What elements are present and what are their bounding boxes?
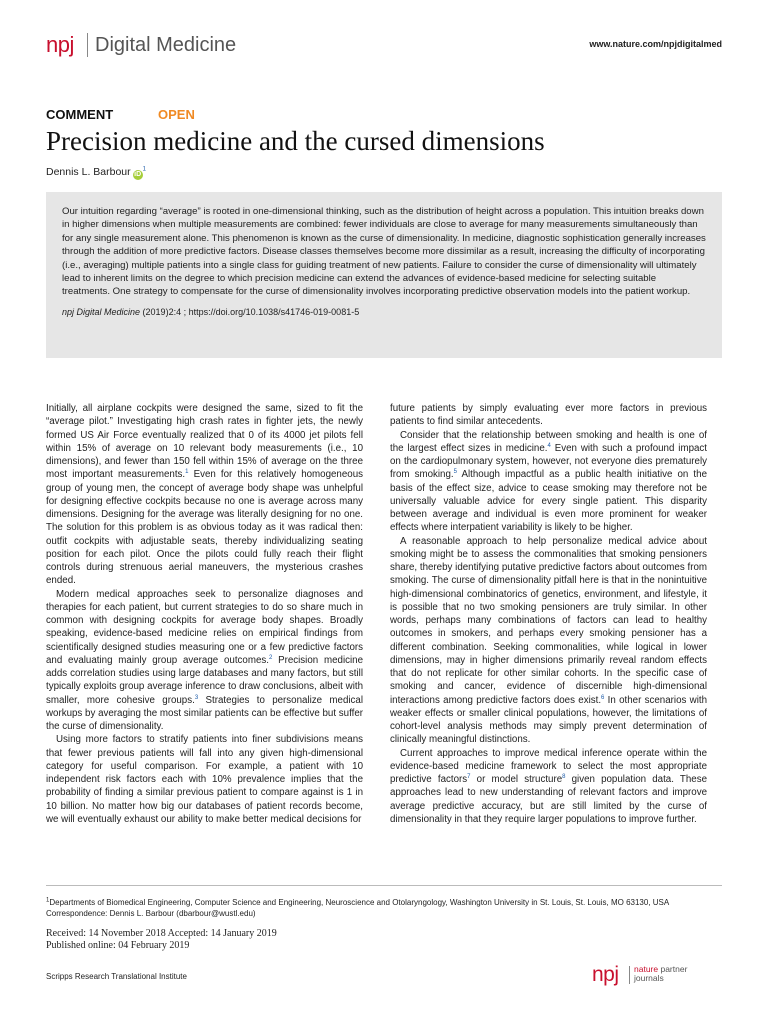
- abstract-box: [46, 192, 722, 358]
- citation-line: [62, 307, 706, 317]
- footer-logo-nature: nature: [634, 964, 659, 974]
- body-paragraph: [390, 402, 707, 429]
- body-paragraph: [46, 402, 363, 588]
- body-text: Modern medical approaches seek to personalize diagnoses and therapies for each patient, but current strategies to do so share much in common with designing cockpits for average body shapes. Broadly speaking, evidence-based medicine relies on empirical findings from scientifically designed studies measuring one or a few predictive factors and evaluating mainly group average outcomes.: [46, 588, 363, 666]
- orcid-icon[interactable]: iD: [134, 171, 142, 178]
- correspondence-line[interactable]: Correspondence: Dennis L. Barbour (dbarbour@wustl.edu): [46, 909, 256, 918]
- article-title: Precision medicine and the cursed dimensions: [46, 126, 545, 156]
- nature-partner-journals-logo[interactable]: [592, 962, 722, 990]
- body-text: Precision medicine adds correlation studies using large databases and many factors, but still typically exploits group average inference to draw conclusions, albeit with smaller, more cohesive groups.: [46, 654, 363, 706]
- body-text: Initially, all airplane cockpits were designed the same, sized to fit the “average pilot.” Investigating high crash rates in fighter jets, the newly formed US Air Force eventually realized that 0 of its 4000 jet pilots fell within 15% of average on 10 relevant body measurements (i.e., 10 dimensions), and fewer than 150 fell within 15% of average on the three most important measurements.: [46, 403, 363, 481]
- logo-divider: [87, 33, 88, 57]
- body-paragraph: [390, 429, 707, 535]
- body-text: Even with such a profound impact on the cardiopulmonary system, however, not everyone dies prematurely from smoking.: [390, 442, 707, 481]
- body-text: Current approaches to improve medical inference operate within the evidence-based medicine framework to select the most appropriate predictive factors: [390, 747, 707, 785]
- reference-link[interactable]: 5: [453, 469, 457, 475]
- body-text: Using more factors to stratify patients into finer subdivisions means that fewer previous patients will fall into any given high-dimensional category for useful comparison. For example, a patient with 10 independent risk factors each with 10% prevalence implies that the probability of finding a similar previous patient to compare against is 1 in 10 billion. No matter how big our databases of patient records become, we will eventually exhaust our ability to make better medical decisions for: [46, 734, 363, 825]
- body-column-right: [390, 402, 707, 826]
- reference-link[interactable]: 2: [268, 654, 273, 661]
- body-paragraph: [390, 747, 707, 827]
- abstract-text: Our intuition regarding “average” is rooted in one-dimensional thinking, such as the distribution of height across a population. This intuition breaks down in higher dimensions when multiple measurements are combined: fewer individuals are close to average for many measurements simultaneously than for any single measurement alone. This phenomenon is known as the curse of dimensionality. In medicine, diagnostic sophistication generally increases through the addition of more predictive factors. Disease classes themselves become more dissimilar as a result, increasing the difficulty of incorporating (i.e., averaging) multiple patients into a single class for guiding treatment of new patients. Failure to consider the curse of dimensionality will ultimately lead to inherent limits on the degree to which precision medicine can extend the advances of evidence-based medicine for selecting suitable treatments. One strategy to compensate for the curse of dimensionality involves incorporating predictive observation models into the patient workup.: [62, 206, 706, 298]
- affiliation-text: Departments of Biomedical Engineering, Computer Science and Engineering, Neuroscience and Otolaryngology, Washington University in St. Louis, St. Louis, MO 63130, USA: [49, 898, 670, 907]
- journal-url-link[interactable]: www.nature.com/npjdigitalmed: [589, 39, 722, 49]
- body-paragraph: [46, 588, 363, 734]
- footer-logo-divider: [629, 966, 630, 984]
- journal-title: Digital Medicine: [95, 34, 237, 56]
- reference-link[interactable]: 3: [194, 694, 199, 701]
- reference-link[interactable]: 1: [185, 469, 189, 475]
- body-text: Consider that the relationship between smoking and health is one of the largest effect sizes in medicine.: [390, 429, 707, 454]
- footer-logo-partner: partner: [658, 964, 688, 974]
- journal-header: [46, 30, 722, 62]
- reference-link[interactable]: 8: [562, 773, 566, 780]
- footer-logo-journals: journals: [634, 973, 664, 983]
- body-text: given population data. These approaches lead to new understanding of relevant factors and improve average predictive accuracy, but are still limited by the curse of dimensionality in that they require larger populations to improve further.: [390, 774, 708, 825]
- body-text: Although impactful as a public health initiative on the basis of the effect size, advice to cease smoking may therefore not be universally valuable advice for every single patient. This disparity between average and individual is even more prominent for weaker effects where interpatient variability is likely to be higher.: [390, 469, 707, 534]
- author-name[interactable]: Dennis L. Barbour: [46, 166, 131, 178]
- reference-link[interactable]: 7: [467, 773, 471, 780]
- affiliation-footnote: [46, 897, 726, 919]
- footer-npj-logo: npj: [592, 963, 619, 986]
- open-access-badge: OPEN: [158, 107, 195, 122]
- npj-logo[interactable]: npj: [46, 32, 74, 57]
- body-paragraph: [46, 733, 363, 826]
- footer-institute: Scripps Research Translational Institute: [46, 972, 187, 981]
- affiliation-line: [46, 897, 726, 908]
- article-section-label: COMMENT: [46, 107, 114, 122]
- reference-link[interactable]: 4: [547, 442, 551, 449]
- received-accepted-dates: Received: 14 November 2018 Accepted: 14 January 2019: [46, 928, 277, 939]
- author-affiliation-mark: 1: [142, 166, 146, 173]
- body-text: In other scenarios with weaker effects or smaller clinical populations, however, the limitations of cohort-level analysis methods may simply prevent determination of clinically meaningful distinctions.: [390, 694, 707, 746]
- footer-logo-text: [634, 965, 687, 983]
- citation-journal: npj Digital Medicine: [62, 306, 141, 317]
- body-text: future patients by simply evaluating ever more factors in previous patients to find similar antecedents.: [390, 403, 707, 428]
- body-column-left: [46, 402, 363, 826]
- affiliation-mark: 1: [46, 897, 50, 904]
- author-line: [46, 166, 146, 180]
- footnote-divider: [46, 885, 722, 886]
- publication-dates: [46, 928, 277, 952]
- citation-doi-link[interactable]: (2019)2:4 ; https://doi.org/10.1038/s41746-019-0081-5: [140, 306, 360, 317]
- body-text: Strategies to personalize medical workups by averaging the most similar patients can be effective but suffer the curse of dimensionality.: [46, 694, 364, 732]
- body-text: or model structure: [470, 774, 563, 785]
- published-date: Published online: 04 February 2019: [46, 940, 190, 951]
- reference-link[interactable]: 6: [601, 694, 605, 701]
- body-paragraph: [390, 535, 707, 747]
- body-text: A reasonable approach to help personalize medical advice about smoking might be to assess the commonalities that smoking pensioners share, thereby identifying putative predictive factors about outcomes from smoking. The curse of dimensionality pitfall here is that in the nonintuitive high-dimensional combinatorics of genetics, environment, and lifestyle, it is possible that no two smoking pensioners are truly similar. In other words, perhaps many combinations of factors can lead to healthy outcomes in smokers, and perhaps every smoking pensioner has a different combination. Seeking commonalities, while logical in lower dimensions, may in higher dimensions primarily reveal random effects that do not replicate for other similar cohorts. In the specific case of smoking and cancer, evidence of discernible high-dimensional interactions among predictive factors does exist.: [390, 535, 707, 706]
- body-text: Even for this relatively homogeneous group of young men, the concept of average body shape was unhelpful for designing effective cockpits because no one is average across many dimensions. Designing for the average was literally designing for no one. The solution for this problem is as obvious today as it was radical then: outfit cockpits with adjustable seats, thereby individualizing seating position for each pilot. Once the pilots could fully reach their flight controls during strenuous aerial maneuvers, the mysterious crashes ended.: [46, 469, 363, 587]
